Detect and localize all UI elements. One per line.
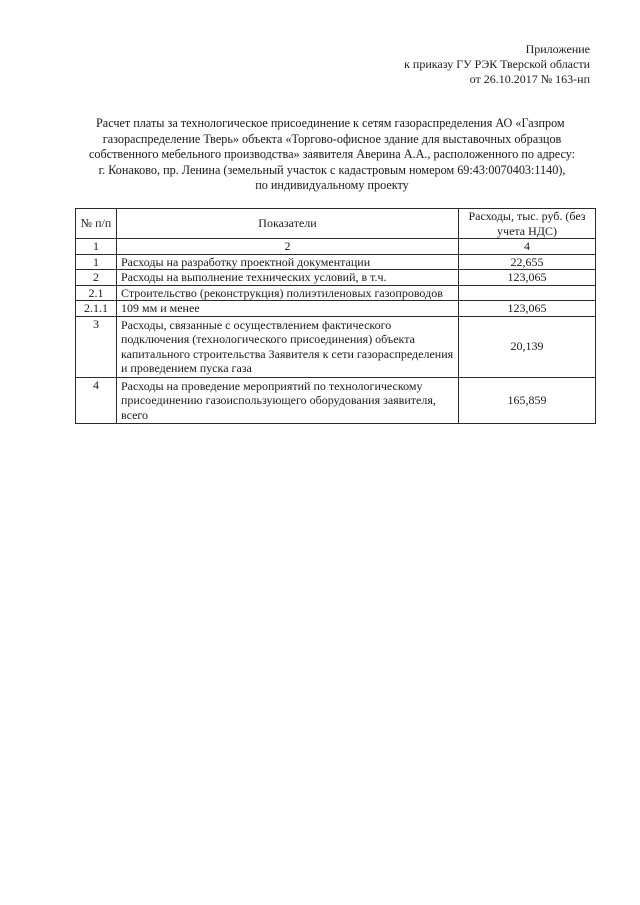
table-row: [76, 285, 596, 301]
title-line-2: газораспределение Тверь» объекта «Торгово-офисное здание для выставочных образцов: [102, 131, 562, 146]
table-row: [76, 254, 596, 270]
row-num: 2.1.1: [76, 301, 117, 317]
index-num: 1: [76, 239, 117, 255]
row-indicator: Строительство (реконструкция) полиэтиленовых газопроводов: [117, 285, 459, 301]
table-row: [76, 301, 596, 317]
row-num: 2.1: [76, 285, 117, 301]
appendix-line-3: от 26.10.2017 № 163-нп: [469, 72, 590, 86]
row-indicator: Расходы на разработку проектной документации: [117, 254, 459, 270]
row-cost: 22,655: [459, 254, 596, 270]
header-num: № п/п: [76, 209, 117, 239]
row-cost: 20,139: [459, 316, 596, 377]
index-cost: 4: [459, 239, 596, 255]
row-cost: 123,065: [459, 301, 596, 317]
row-indicator: Расходы на проведение мероприятий по технологическому присоединению газоиспользующего оборудования заявителя, всего: [117, 377, 459, 424]
row-indicator: Расходы на выполнение технических условий, в т.ч.: [117, 270, 459, 286]
calculation-table: [75, 208, 596, 424]
appendix-header: [330, 42, 590, 87]
row-num: 4: [76, 377, 117, 424]
title-line-1: Расчет платы за технологическое присоединение к сетям газораспределения АО «Газпром: [96, 116, 565, 130]
header-indicator: Показатели: [117, 209, 459, 239]
row-num: 3: [76, 316, 117, 377]
row-indicator: 109 мм и менее: [117, 301, 459, 317]
index-indicator: 2: [117, 239, 459, 255]
table-header-row: [76, 209, 596, 239]
title-line-3: собственного мебельного производства» заявителя Аверина А.А., расположенного по адресу:: [88, 147, 576, 161]
row-num: 1: [76, 254, 117, 270]
row-num: 2: [76, 270, 117, 286]
title-line-4: г. Конаково, пр. Ленина (земельный участок с кадастровым номером 69:43:0070403:1140),: [98, 162, 566, 177]
table-row: [76, 316, 596, 377]
document-title: [62, 116, 602, 194]
row-indicator: Расходы, связанные с осуществлением фактического подключения (технологического присоединения) объекта капитального строительства Заявителя к сети газораспределения и проведением пуска газа: [117, 316, 459, 377]
row-cost: 123,065: [459, 270, 596, 286]
appendix-line-1: Приложение: [525, 42, 590, 56]
table-index-row: [76, 239, 596, 255]
title-line-5: по индивидуальному проекту: [255, 178, 409, 192]
table-row: [76, 377, 596, 424]
row-cost: [459, 285, 596, 301]
table-row: [76, 270, 596, 286]
row-cost: 165,859: [459, 377, 596, 424]
appendix-line-2: к приказу ГУ РЭК Тверской области: [404, 57, 590, 71]
header-cost: Расходы, тыс. руб. (без учета НДС): [459, 209, 596, 239]
